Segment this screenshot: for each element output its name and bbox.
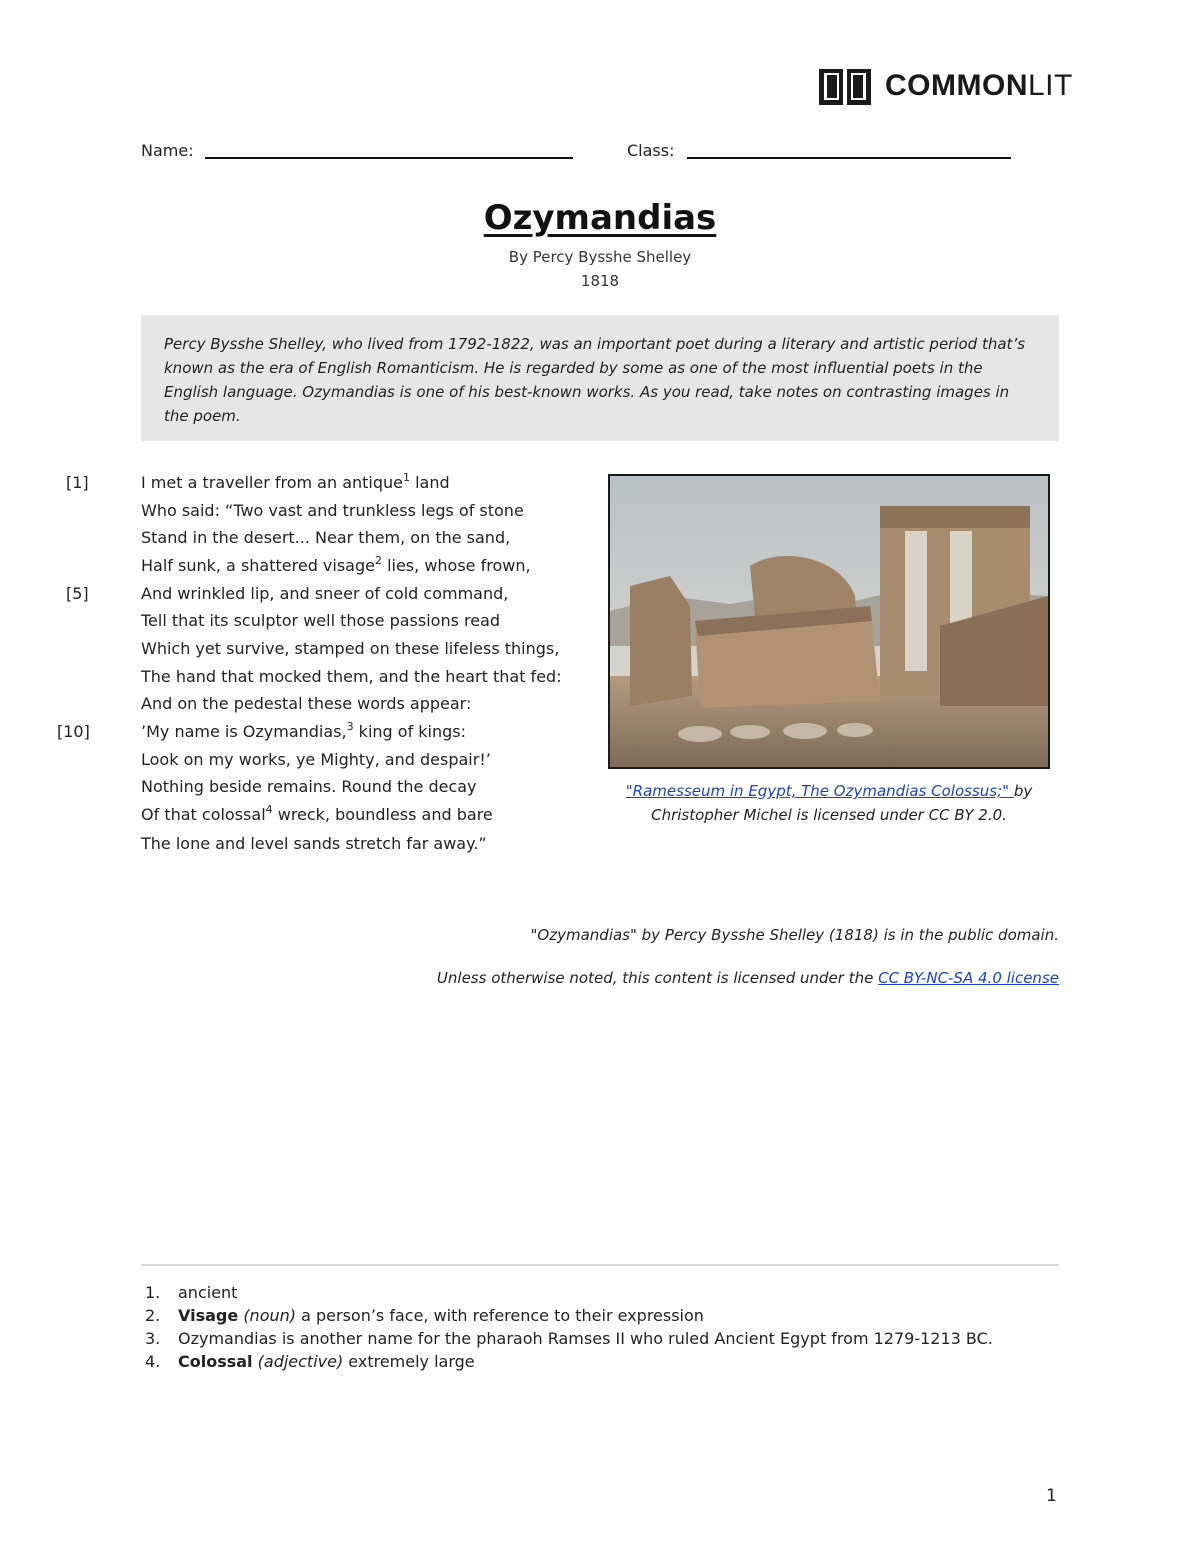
open-book-icon: [817, 65, 873, 107]
page-title: Ozymandias: [483, 198, 717, 238]
image-caption-line2: Christopher Michel is licensed under CC BY 2.0.: [651, 806, 1007, 824]
line-number-1: [1]: [66, 473, 89, 492]
image-caption: "Ramesseum in Egypt, The Ozymandias Colossus;" by: [625, 782, 1033, 800]
class-field[interactable]: [687, 157, 1011, 159]
poem-line: Look on my works, ye Mighty, and despair!’: [141, 750, 491, 769]
public-domain-note: "Ozymandias" by Percy Bysshe Shelley (1818) is in the public domain.: [530, 926, 1059, 944]
image-source-link[interactable]: "Ramesseum in Egypt, The Ozymandias Colossus;": [625, 782, 1014, 800]
footnote-item: 1. ancient: [145, 1283, 238, 1302]
footnote-ref[interactable]: 3: [346, 720, 354, 733]
poem-line: Stand in the desert... Near them, on the sand,: [141, 528, 511, 547]
poem-line: And on the pedestal these words appear:: [141, 694, 472, 713]
line-number-5: [5]: [66, 584, 89, 603]
page-number: 1: [1046, 1486, 1057, 1506]
poem-line: Nothing beside remains. Round the decay: [141, 777, 477, 796]
commonlit-logo: [817, 64, 1073, 108]
footnote-divider: [141, 1264, 1059, 1266]
footnote-ref[interactable]: 1: [403, 471, 411, 484]
name-field[interactable]: [205, 157, 573, 159]
poem-line: The lone and level sands stretch far away.”: [141, 834, 487, 853]
footnote-item: 2. Visage (noun) a person’s face, with reference to their expression: [145, 1306, 704, 1325]
name-label: Name:: [141, 141, 194, 160]
poem-line: Half sunk, a shattered visage$^2$ lies, whose frown,: [141, 554, 531, 575]
license-link[interactable]: CC BY-NC-SA 4.0 license: [878, 969, 1059, 987]
poem-line: Which yet survive, stamped on these lifeless things,: [141, 639, 560, 658]
poem-line: Tell that its sculptor well those passions read: [141, 611, 501, 630]
class-label: Class:: [627, 141, 675, 160]
poem-line: And wrinkled lip, and sneer of cold command,: [141, 584, 509, 603]
author-line: By Percy Bysshe Shelley: [508, 248, 692, 266]
footnote-ref[interactable]: 4: [265, 803, 273, 816]
publication-year: 1818: [580, 272, 620, 290]
footnote-item: 4. Colossal (adjective) extremely large: [145, 1352, 475, 1371]
line-number-10: [10]: [57, 722, 90, 741]
ramesseum-photo: [608, 474, 1050, 769]
poem-line: I met a traveller from an antique$^1$ land: [141, 471, 450, 492]
license-note: Unless otherwise noted, this content is licensed under the CC BY-NC-SA 4.0 license: [436, 969, 1059, 987]
poem-line: Of that colossal$^4$ wreck, boundless and bare: [141, 803, 493, 824]
footnote-ref[interactable]: 2: [374, 554, 382, 567]
intro-text: Percy Bysshe Shelley, who lived from 1792-1822, was an important poet during a literary and artistic period that’s known as the era of English Romanticism. He is regarded by some as one of the most influential poets in the English language. Ozymandias is one of his best-known works. As you read, take notes on contrasting images in the poem.: [164, 335, 1026, 425]
footnote-item: 3. Ozymandias is another name for the pharaoh Ramses II who ruled Ancient Egypt from 1279-1213 BC.: [145, 1329, 993, 1348]
poem-line: ’My name is Ozymandias,$^3$ king of kings:: [141, 720, 467, 741]
poem-line: Who said: “Two vast and trunkless legs of stone: [141, 501, 524, 520]
intro-box: [141, 315, 1059, 441]
brand-name: COMMONLIT: [885, 69, 1073, 102]
poem-line: The hand that mocked them, and the heart that fed:: [141, 667, 562, 686]
